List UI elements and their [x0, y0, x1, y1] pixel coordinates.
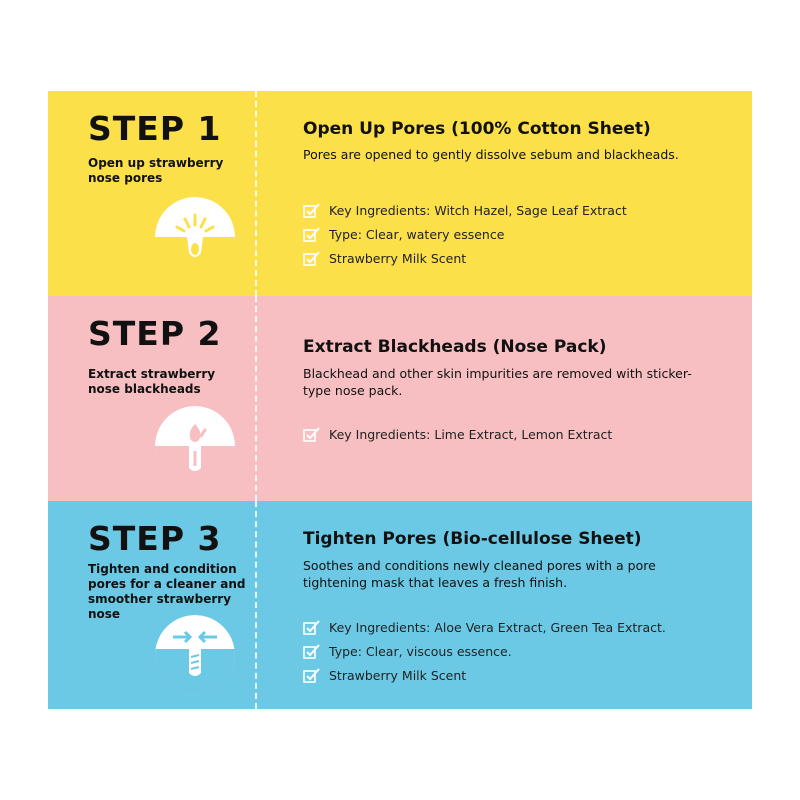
feature-item: [303, 422, 612, 446]
step-subtitle: Tighten and condition pores for a cleaner and smoother strawberry nose: [88, 562, 246, 621]
step-title: STEP 2: [88, 314, 222, 353]
step-subtitle: Extract strawberry nose blackheads: [88, 367, 216, 396]
feature-list: [303, 615, 666, 687]
feature-item: [303, 198, 627, 222]
step-heading: Tighten Pores (Bio-cellulose Sheet): [303, 529, 642, 549]
step-heading: Open Up Pores (100% Cotton Sheet): [303, 119, 651, 139]
step-subtitle: Open up strawberry nose pores: [88, 156, 224, 185]
pore-tightening-icon: [155, 615, 235, 695]
feature-text: Type: Clear, watery essence: [329, 226, 505, 242]
feature-item: [303, 222, 627, 246]
feature-text: Key Ingredients: Lime Extract, Lemon Extract: [329, 426, 613, 442]
checkbox-check-icon: [303, 250, 321, 266]
feature-item: [303, 639, 666, 663]
step-description: Soothes and conditions newly cleaned pores with a pore tightening mask that leaves a fresh finish.: [303, 558, 656, 590]
checkbox-check-icon: [303, 426, 321, 442]
feature-text: Key Ingredients: Aloe Vera Extract, Green Tea Extract.: [329, 619, 666, 635]
feature-text: Key Ingredients: Witch Hazel, Sage Leaf Extract: [329, 202, 627, 218]
blackhead-extraction-icon: [155, 406, 235, 486]
step-1-panel: [48, 91, 752, 296]
checkbox-check-icon: [303, 667, 321, 683]
step-title: STEP 1: [88, 109, 222, 148]
step-title: STEP 3: [88, 519, 222, 558]
dashed-divider: [255, 91, 257, 296]
checkbox-check-icon: [303, 643, 321, 659]
dashed-divider: [255, 501, 257, 709]
feature-list: [303, 198, 627, 270]
feature-item: [303, 663, 666, 687]
checkbox-check-icon: [303, 202, 321, 218]
feature-item: [303, 246, 627, 270]
step-3-panel: [48, 501, 752, 709]
feature-text: Type: Clear, viscous essence.: [329, 643, 512, 659]
step-description: Pores are opened to gently dissolve sebum and blackheads.: [303, 147, 679, 162]
feature-text: Strawberry Milk Scent: [329, 250, 467, 266]
feature-item: [303, 615, 666, 639]
step-heading: Extract Blackheads (Nose Pack): [303, 337, 607, 357]
checkbox-check-icon: [303, 226, 321, 242]
step-description: Blackhead and other skin impurities are removed with sticker-type nose pack.: [303, 366, 692, 398]
dashed-divider: [255, 296, 257, 501]
step-2-panel: [48, 296, 752, 501]
feature-text: Strawberry Milk Scent: [329, 667, 467, 683]
pore-opening-icon: [155, 197, 235, 277]
feature-list: [303, 422, 612, 446]
checkbox-check-icon: [303, 619, 321, 635]
